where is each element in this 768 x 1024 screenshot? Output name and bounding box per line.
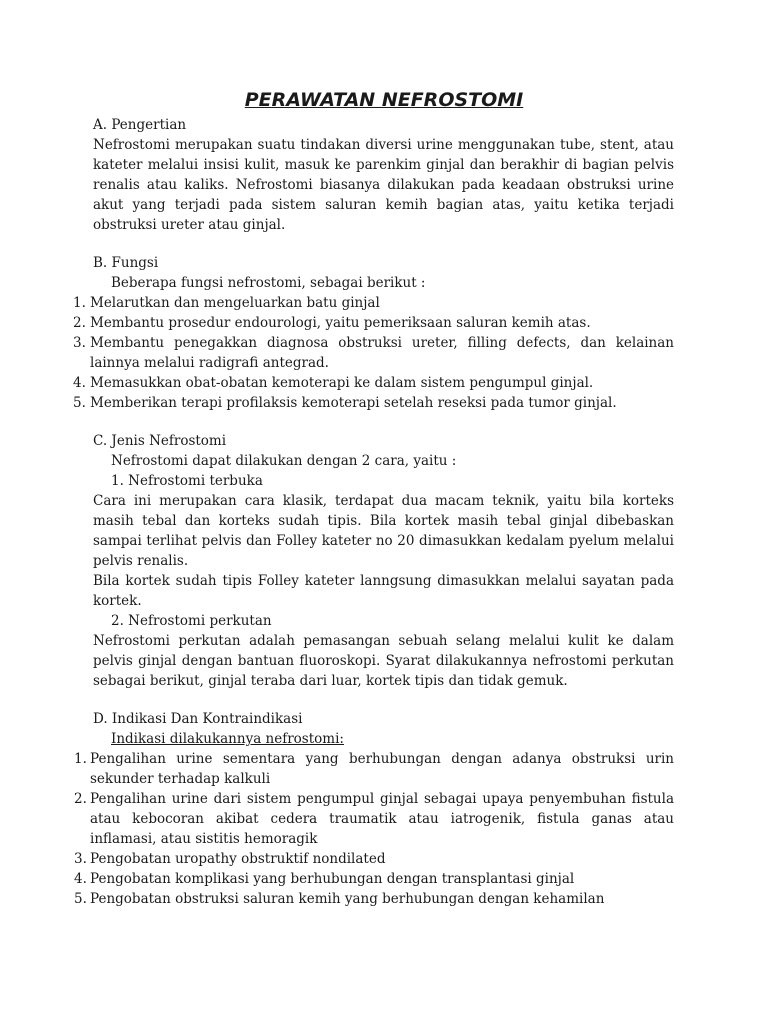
list-item bbox=[74, 889, 674, 909]
list-text: Pengobatan obstruksi saluran kemih yang berhubungan dengan kehamilan bbox=[90, 891, 605, 907]
list-number: 1. bbox=[73, 295, 86, 311]
section-indikasi bbox=[0, 709, 768, 909]
list-number: 5. bbox=[74, 891, 87, 907]
list-text: Memberikan terapi profilaksis kemoterapi setelah reseksi pada tumor ginjal. bbox=[90, 395, 617, 411]
list-number: 2. bbox=[74, 791, 87, 807]
list-item bbox=[74, 789, 674, 849]
list-number: 3. bbox=[74, 851, 87, 867]
section-fungsi bbox=[0, 253, 768, 413]
list-text: Pengalihan urine dari sistem pengumpul ginjal sebagai upaya penyembuhan fistula atau kebocoran akibat cedera traumatik atau iatrogenik, fistula ganas atau inflamasi, atau sistitis hemoragik bbox=[90, 791, 674, 847]
document-title: PERAWATAN NEFROSTOMI bbox=[244, 89, 524, 111]
section-d-subheading: Indikasi dilakukannya nefrostomi: bbox=[111, 731, 344, 747]
spacer bbox=[0, 235, 768, 253]
spacer bbox=[0, 413, 768, 431]
section-d-heading: D. Indikasi Dan Kontraindikasi bbox=[93, 711, 303, 727]
list-number: 1. bbox=[74, 751, 87, 767]
list-item bbox=[74, 849, 674, 869]
section-b-heading: B. Fungsi bbox=[93, 255, 159, 271]
section-jenis-nefrostomi bbox=[0, 431, 768, 691]
section-a-heading: A. Pengertian bbox=[93, 117, 187, 133]
list-number: 5. bbox=[73, 395, 86, 411]
list-text: Membantu penegakkan diagnosa obstruksi ureter, filling defects, dan kelainan lainnya melalui radigrafi antegrad. bbox=[90, 335, 674, 371]
section-pengertian bbox=[0, 115, 768, 235]
list-number: 4. bbox=[73, 375, 86, 391]
list-item bbox=[73, 293, 674, 313]
section-c-heading: C. Jenis Nefrostomi bbox=[93, 433, 227, 449]
list-text: Pengalihan urine sementara yang berhubungan dengan adanya obstruksi urin sekunder terhadap kalkuli bbox=[90, 751, 674, 787]
list-text: Membantu prosedur endourologi, yaitu pemeriksaan saluran kemih atas. bbox=[90, 315, 591, 331]
indikasi-list bbox=[0, 749, 768, 909]
list-item bbox=[73, 393, 674, 413]
section-b-intro: Beberapa fungsi nefrostomi, sebagai berikut : bbox=[111, 275, 426, 291]
list-text: Melarutkan dan mengeluarkan batu ginjal bbox=[90, 295, 380, 311]
list-number: 3. bbox=[73, 335, 86, 351]
document-body bbox=[0, 115, 768, 909]
list-text: Pengobatan uropathy obstruktif nondilated bbox=[90, 851, 386, 867]
fungsi-list bbox=[0, 293, 768, 413]
list-text: Memasukkan obat-obatan kemoterapi ke dalam sistem pengumpul ginjal. bbox=[90, 375, 594, 391]
subsection-1-paragraph-2: Bila kortek sudah tipis Folley kateter lanngsung dimasukkan melalui sayatan pada kortek. bbox=[93, 573, 674, 609]
section-c-intro: Nefrostomi dapat dilakukan dengan 2 cara, yaitu : bbox=[111, 453, 457, 469]
subsection-2-paragraph: Nefrostomi perkutan adalah pemasangan sebuah selang melalui kulit ke dalam pelvis ginjal dengan bantuan fluoroskopi. Syarat dilakukannya nefrostomi perkutan sebagai berikut, ginjal teraba dari luar, kortek tipis dan tidak gemuk. bbox=[93, 633, 674, 689]
list-item bbox=[73, 313, 674, 333]
spacer bbox=[0, 691, 768, 709]
list-item bbox=[73, 373, 674, 393]
subsection-1-title: 1. Nefrostomi terbuka bbox=[111, 473, 263, 489]
section-a-paragraph: Nefrostomi merupakan suatu tindakan diversi urine menggunakan tube, stent, atau kateter melalui insisi kulit, masuk ke parenkim ginjal dan berakhir di bagian pelvis renalis atau kaliks. Nefrostomi biasanya dilakukan pada keadaan obstruksi urine akut yang terjadi pada sistem saluran kemih bagian atas, yaitu ketika terjadi obstruksi ureter atau ginjal. bbox=[93, 137, 674, 233]
list-item bbox=[74, 869, 674, 889]
list-number: 2. bbox=[73, 315, 86, 331]
list-item bbox=[73, 333, 674, 373]
list-item bbox=[74, 749, 674, 789]
list-number: 4. bbox=[74, 871, 87, 887]
list-text: Pengobatan komplikasi yang berhubungan dengan transplantasi ginjal bbox=[90, 871, 575, 887]
subsection-2-title: 2. Nefrostomi perkutan bbox=[111, 613, 272, 629]
subsection-1-paragraph-1: Cara ini merupakan cara klasik, terdapat dua macam teknik, yaitu bila korteks masih tebal dan korteks sudah tipis. Bila kortek masih tebal ginjal dibebaskan sampai terlihat pelvis dan Folley kateter no 20 dimasukkan kedalam pyelum melalui pelvis renalis. bbox=[93, 493, 674, 569]
